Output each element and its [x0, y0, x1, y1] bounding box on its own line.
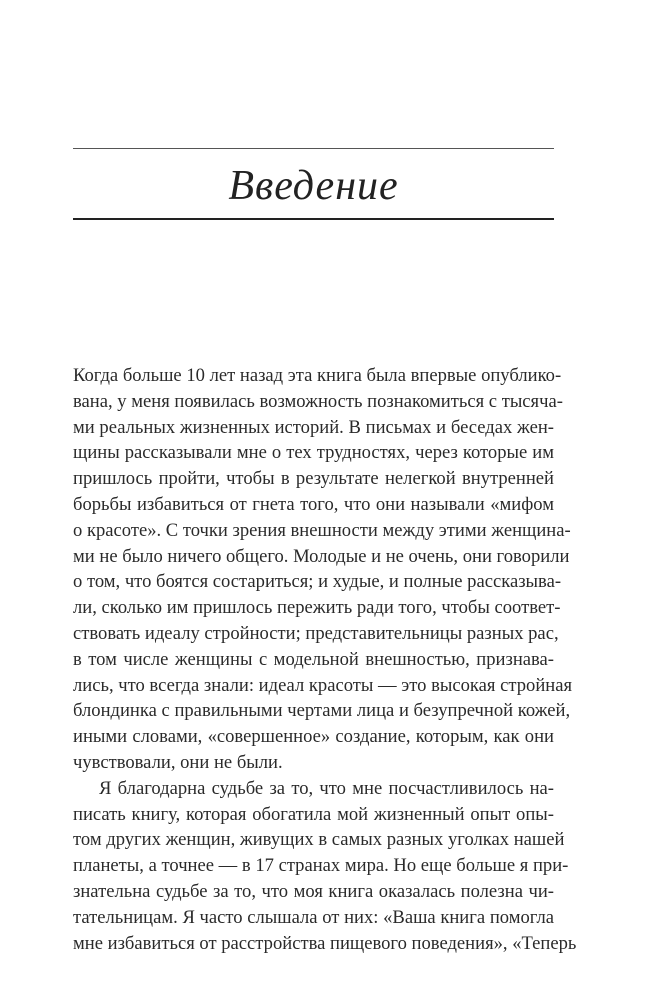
text-line: борьбы избавиться от гнета того, что они называли «мифом [73, 493, 554, 515]
text-line: вана, у меня появилась возможность познакомиться с тысяча- [73, 390, 563, 412]
text-line: планеты, а точнее — в 17 странах мира. Но еще больше я при- [73, 855, 569, 877]
text-line: блондинка с правильными чертами лица и безупречной кожей, [73, 700, 571, 722]
text-line: иными словами, «совершенное» создание, которым, как они [73, 726, 554, 748]
chapter-title: Введение [228, 163, 399, 209]
top-rule [73, 148, 554, 149]
text-line: в том числе женщины с модельной внешностью, признава- [73, 648, 554, 670]
text-line: ми реальных жизненных историй. В письмах и беседах жен- [73, 416, 554, 438]
text-line: писать книгу, которая обогатила мой жизненный опыт опы- [73, 803, 554, 825]
text-line: ствовать идеалу стройности; представительницы разных рас, [73, 622, 559, 644]
text-line: ми не было ничего общего. Молодые и не очень, они говорили [73, 545, 570, 567]
text-line: щины рассказывали мне о тех трудностях, через которые им [73, 442, 554, 464]
text-line: тательницам. Я часто слышала от них: «Ваша книга помогла [73, 906, 554, 928]
body-text [73, 363, 577, 956]
paragraph [73, 363, 573, 776]
text-line: Я благодарна судьбе за то, что мне посчастливилось на- [99, 777, 554, 799]
text-line: Когда больше 10 лет назад эта книга была впервые опублико- [73, 365, 562, 386]
text-line: том других женщин, живущих в самых разных уголках нашей [73, 829, 565, 851]
text-line: о красоте». С точки зрения внешности между этими женщина- [73, 519, 571, 541]
text-line: мне избавиться от расстройства пищевого поведения», «Теперь [73, 932, 577, 954]
text-line: знательна судьбе за то, что моя книга оказалась полезна чи- [73, 880, 554, 902]
bottom-rule [73, 218, 554, 220]
text-line: о том, что боятся состариться; и худые, и полные рассказыва- [73, 571, 562, 593]
text-line: чувствовали, они не были. [73, 751, 283, 773]
text-line: ли, сколько им пришлось пережить ради того, чтобы соответ- [73, 597, 561, 619]
text-line: пришлось пройти, чтобы в результате нелегкой внутренней [73, 468, 554, 490]
paragraph [73, 776, 577, 957]
text-line: лись, что всегда знали: идеал красоты — это высокая стройная [73, 674, 573, 696]
